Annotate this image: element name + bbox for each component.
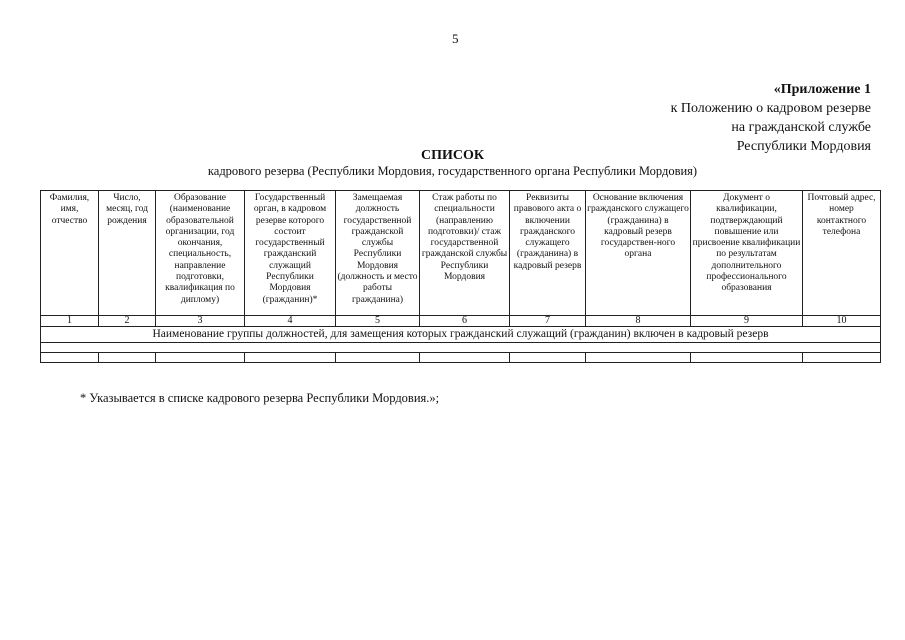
footnote: * Указывается в списке кадрового резерва Республики Мордовия.»; xyxy=(80,391,440,405)
header-qualification-document: Документ о квалификации, подтверждающий повышение или присвоение квалификации по результатам дополнительного профессионального образования xyxy=(691,191,803,316)
empty-cell xyxy=(156,353,245,363)
appendix-line-regulation: к Положению о кадровом резерве xyxy=(670,101,871,116)
empty-cell xyxy=(803,353,881,363)
list-subtitle: кадрового резерва (Республики Мордовия, государственного органа Республики Мордовия) xyxy=(207,164,698,178)
table-row xyxy=(41,353,881,363)
column-number: 8 xyxy=(586,316,691,327)
empty-cell xyxy=(99,353,156,363)
appendix-line-republic: Республики Мордовия xyxy=(736,139,871,154)
column-number: 5 xyxy=(336,316,420,327)
empty-cell xyxy=(41,353,99,363)
table-header-row xyxy=(41,191,881,316)
reserve-table xyxy=(40,190,881,363)
appendix-title: «Приложение 1 xyxy=(773,82,871,97)
header-contact: Почтовый адрес, номер контактного телефона xyxy=(803,191,881,316)
empty-cell xyxy=(586,353,691,363)
header-legal-act: Реквизиты правового акта о включении гражданского служащего (гражданина) в кадровый резерв xyxy=(510,191,586,316)
header-position: Замещаемая должность государственной гражданской службы Республики Мордовия (должность и место работы гражданина) xyxy=(336,191,420,316)
column-number: 3 xyxy=(156,316,245,327)
appendix-block xyxy=(671,80,871,156)
column-number: 10 xyxy=(803,316,881,327)
header-experience: Стаж работы по специальности (направлению подготовки)/ стаж государственной гражданской службы Республики Мордовия xyxy=(420,191,510,316)
table-row xyxy=(41,343,881,353)
column-number: 9 xyxy=(691,316,803,327)
empty-cell xyxy=(336,353,420,363)
page-number: 5 xyxy=(452,31,459,46)
header-birth-date: Число, месяц, год рождения xyxy=(99,191,156,316)
empty-cell xyxy=(420,353,510,363)
column-number: 7 xyxy=(510,316,586,327)
header-inclusion-basis: Основание включения гражданского служащего (гражданина) в кадровый резерв государствен-ного органа xyxy=(586,191,691,316)
column-number-row xyxy=(41,316,881,327)
header-state-body: Государственный орган, в кадровом резерве которого состоит государственный гражданский служащий Республики Мордовия (гражданин)* xyxy=(245,191,336,316)
position-group-row xyxy=(41,327,881,343)
empty-cell xyxy=(41,343,881,353)
column-number: 2 xyxy=(99,316,156,327)
empty-cell xyxy=(510,353,586,363)
list-title: СПИСОК xyxy=(420,148,485,163)
position-group-label: Наименование группы должностей, для замещения которых гражданский служащий (гражданин) включен в кадровый резерв xyxy=(41,327,881,343)
header-full-name: Фамилия, имя, отчество xyxy=(41,191,99,316)
column-number: 6 xyxy=(420,316,510,327)
empty-cell xyxy=(691,353,803,363)
empty-cell xyxy=(245,353,336,363)
column-number: 4 xyxy=(245,316,336,327)
column-number: 1 xyxy=(41,316,99,327)
appendix-line-service: на гражданской службе xyxy=(731,120,871,135)
header-education: Образование (наименование образовательной организации, год окончания, специальность, направление подготовки, квалификация по диплому) xyxy=(156,191,245,316)
